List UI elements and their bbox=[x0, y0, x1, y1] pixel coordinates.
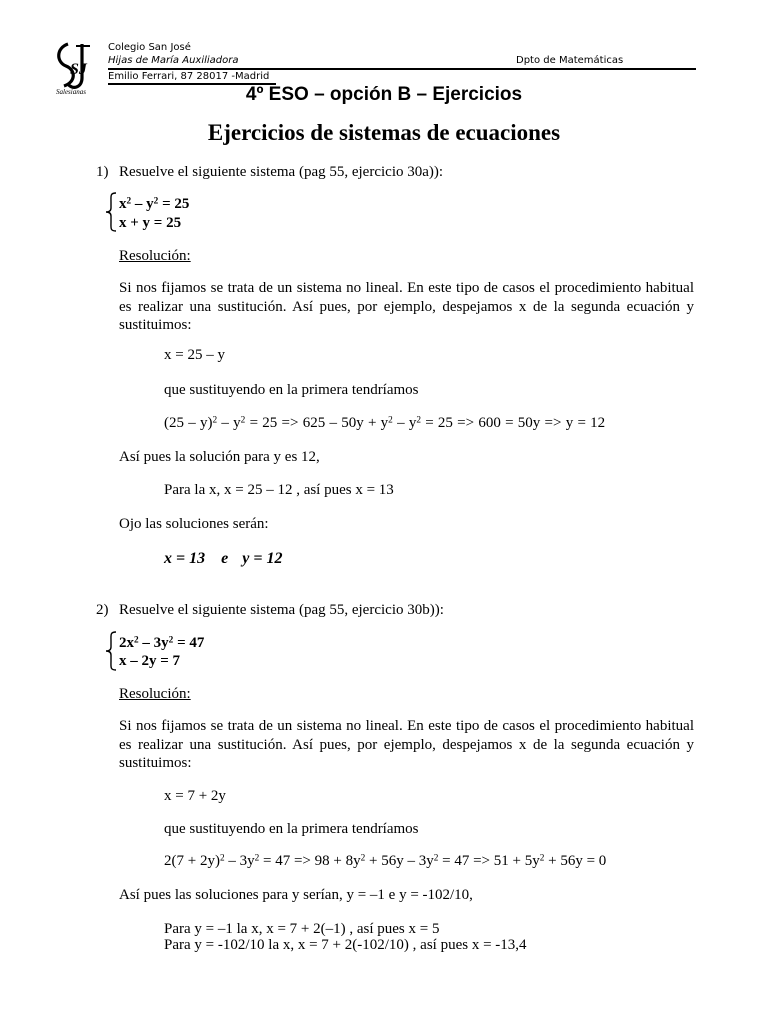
exercise-2-resolution-label: Resolución: bbox=[119, 686, 191, 702]
system-2-equation-2: x – 2y = 7 bbox=[119, 653, 181, 669]
exercise-2-number: 2) bbox=[96, 602, 109, 618]
exercise-1-x-result: Para la x, x = 25 – 12 , así pues x = 13 bbox=[164, 482, 394, 498]
exercise-2-statement: Resuelve el siguiente sistema (pag 55, ejercicio 30b)): bbox=[119, 602, 444, 618]
exercise-1-calculation: $(25 - y)^2 - y^2 = 25 => 625 - 50y + y^2 - y^2 = 25 => 600 = 50y => y = 12$ bbox=[164, 415, 606, 431]
header-rule bbox=[108, 68, 696, 70]
course-title: 4º ESO – opción B – Ejercicios bbox=[245, 84, 523, 105]
exercise-1-solution: x = 13 e y = 12 bbox=[164, 550, 283, 567]
system-1-equation-2: x + y = 25 bbox=[119, 215, 182, 231]
exercise-2-case-2: Para y = -102/10 la x, x = 7 + 2(-102/10) , así pues x = -13,4 bbox=[164, 937, 527, 953]
exercise-1-isolate: x = 25 – y bbox=[164, 347, 225, 363]
page-title: Ejercicios de sistemas de ecuaciones bbox=[207, 120, 561, 145]
exercise-2-calculation: $2(7 + 2y)^2 - 3y^2 = 47 => 98 + 8y^2 + 56y - 3y^2 = 47 => 51 + 5y^2 + 56y = 0$ bbox=[164, 853, 607, 869]
exercise-2-intro: Si nos fijamos se trata de un sistema no lineal. En este tipo de casos el procedimiento habitual es realizar una sustitución. Así pues, por ejemplo, despejamos x de la segunda ecuación y sustituimos: bbox=[119, 718, 694, 771]
exercise-2-case-1: Para y = –1 la x, x = 7 + 2(–1) , así pues x = 5 bbox=[164, 921, 440, 937]
exercise-2-isolate: x = 7 + 2y bbox=[164, 788, 226, 804]
exercise-1-resolution-label: Resolución: bbox=[119, 248, 191, 264]
exercise-1-statement: Resuelve el siguiente sistema (pag 55, ejercicio 30a)): bbox=[119, 164, 444, 180]
exercise-1-y-result: Así pues la solución para y es 12, bbox=[119, 449, 320, 465]
exercise-2-substitute: que sustituyendo en la primera tendríamos bbox=[164, 821, 419, 837]
exercise-1-final-label: Ojo las soluciones serán: bbox=[119, 516, 269, 532]
system-1-equation-1: $x^2 - y^2 = 25$ bbox=[119, 196, 190, 212]
exercise-2-y-result: Así pues las soluciones para y serían, y = –1 e y = -102/10, bbox=[119, 887, 473, 903]
department-name: Dpto de Matemáticas bbox=[516, 55, 624, 66]
logo-letters: SJ bbox=[70, 61, 87, 78]
system-2-brace bbox=[104, 631, 118, 671]
exercise-1-number: 1) bbox=[96, 164, 109, 180]
logo-caption: Salesianas bbox=[56, 88, 86, 96]
system-1-brace bbox=[104, 192, 118, 232]
school-congregation: Hijas de María Auxiliadora bbox=[108, 55, 239, 66]
school-name: Colegio San José bbox=[108, 42, 191, 53]
system-2-equation-1: $2x^2 - 3y^2 = 47$ bbox=[119, 635, 205, 651]
school-address: Emilio Ferrari, 87 28017 -Madrid bbox=[108, 71, 270, 82]
exercise-1-intro: Si nos fijamos se trata de un sistema no lineal. En este tipo de casos el procedimiento habitual es realizar una sustitución. Así pues, por ejemplo, despejamos x de la segunda ecuación y sustituimos: bbox=[119, 280, 694, 333]
exercise-1-substitute: que sustituyendo en la primera tendríamos bbox=[164, 382, 419, 398]
